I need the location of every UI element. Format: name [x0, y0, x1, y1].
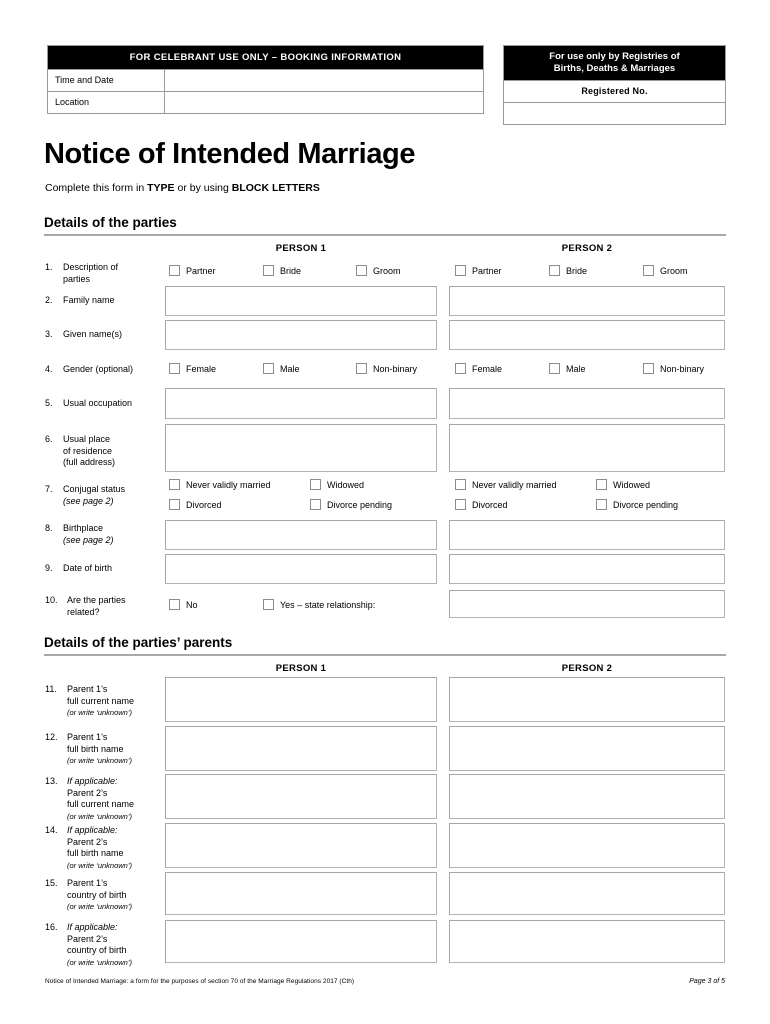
field-given-names-person-1[interactable]	[165, 320, 437, 350]
row-label-7	[45, 484, 165, 507]
field-parent1-birth-name-person-1[interactable]	[165, 726, 437, 771]
field-parent2-current-name-person-2[interactable]	[449, 774, 725, 819]
checkbox-p2-female[interactable]	[455, 363, 502, 375]
checkbox-square[interactable]	[596, 499, 607, 510]
checkbox-square[interactable]	[169, 599, 180, 610]
celebrant-row-location	[48, 91, 483, 113]
checkbox-square[interactable]	[310, 499, 321, 510]
checkbox-square[interactable]	[643, 265, 654, 276]
checkbox-square[interactable]	[455, 265, 466, 276]
checkbox-p1-non-binary[interactable]	[356, 363, 417, 375]
section-heading-parties: Details of the parties	[44, 215, 726, 236]
checkbox-label: Female	[472, 364, 503, 374]
checkbox-label: Never validly married	[472, 480, 557, 490]
field-parent1-current-name-person-1[interactable]	[165, 677, 437, 722]
row-label-text-6-line-3: (full address)	[63, 457, 116, 467]
checkbox-square[interactable]	[263, 265, 274, 276]
row-label-text-14-line-1: Parent 2’s	[67, 836, 108, 847]
checkbox-label: Widowed	[327, 480, 365, 490]
row-number-15: 15.	[45, 878, 58, 888]
row-label-text-9: Date of birth	[63, 563, 113, 573]
checkbox-label: Male	[280, 364, 300, 374]
row-label-text-11-line-2: full current name	[67, 695, 135, 706]
row-number-1: 1.	[45, 262, 53, 272]
field-given-names-person-2[interactable]	[449, 320, 725, 350]
checkbox-label: Widowed	[613, 480, 651, 490]
row-label-text-15-line-1: Parent 1’s	[67, 878, 108, 888]
celebrant-label-location: Location	[48, 92, 165, 113]
row-label-note-first-14: If applicable:	[67, 825, 118, 835]
field-parent2-current-name-person-1[interactable]	[165, 774, 437, 819]
row-label-10	[45, 595, 163, 618]
checkbox-label: Divorced	[472, 500, 508, 510]
checkbox-p2-partner[interactable]	[455, 265, 502, 277]
checkbox-label: Partner	[186, 266, 216, 276]
instruction-block-letters: BLOCK LETTERS	[231, 182, 320, 194]
row-label-text-13-line-2: full current name	[67, 799, 135, 809]
row-label-note-first-13: If applicable:	[67, 776, 118, 786]
row-number-2: 2.	[45, 295, 53, 305]
celebrant-label-time-and-date: Time and Date	[48, 70, 165, 91]
row-label-text-16-line-1: Parent 2’s	[67, 933, 108, 944]
checkbox-label: No	[186, 600, 198, 610]
row-label-note-7: (see page 2)	[63, 495, 114, 506]
row-label-text-6-line-2: of residence	[63, 445, 113, 456]
checkbox-square[interactable]	[549, 265, 560, 276]
field-usual-occupation-person-1[interactable]	[165, 388, 437, 419]
checkbox-label: Groom	[373, 266, 401, 276]
row-label-text-10-line-1: Are the parties	[67, 595, 126, 605]
row-label-13	[45, 776, 163, 822]
field-parent1-country-person-2[interactable]	[449, 872, 725, 915]
checkbox-p1-divorce-pending[interactable]	[310, 499, 392, 511]
row-number-3: 3.	[45, 329, 53, 339]
checkbox-label: Partner	[472, 266, 502, 276]
checkbox-p1-groom[interactable]	[356, 265, 401, 277]
row-label-1	[45, 262, 160, 285]
field-parent1-current-name-person-2[interactable]	[449, 677, 725, 722]
row-label-text-13-line-1: Parent 2’s	[67, 787, 108, 798]
field-usual-occupation-person-2[interactable]	[449, 388, 725, 419]
checkbox-p2-male[interactable]	[549, 363, 586, 375]
checkbox-p1-female[interactable]	[169, 363, 216, 375]
checkbox-square[interactable]	[596, 479, 607, 490]
field-relationship-detail[interactable]	[449, 590, 725, 618]
checkbox-label: Divorced	[186, 500, 222, 510]
registered-no-field[interactable]	[504, 102, 725, 124]
row-label-6	[45, 434, 163, 469]
row-number-5: 5.	[45, 398, 53, 408]
row-label-text-1-line-1: Description of	[63, 262, 119, 272]
checkbox-square[interactable]	[455, 363, 466, 374]
celebrant-field-location[interactable]	[165, 92, 483, 113]
checkbox-label: Yes – state relationship:	[280, 600, 376, 610]
checkbox-square[interactable]	[263, 363, 274, 374]
row-number-6: 6.	[45, 434, 53, 444]
checkbox-square[interactable]	[356, 265, 367, 276]
checkbox-square[interactable]	[310, 479, 321, 490]
celebrant-use-title: FOR CELEBRANT USE ONLY – BOOKING INFORMATION	[48, 46, 483, 69]
row-number-10: 10.	[45, 595, 58, 605]
checkbox-label: Bride	[280, 266, 302, 276]
field-date-of-birth-person-1[interactable]	[165, 554, 437, 584]
row-label-8	[45, 523, 163, 546]
row-label-note-13: (or write ‘unknown’)	[67, 811, 133, 821]
checkbox-p2-divorce-pending[interactable]	[596, 499, 678, 511]
checkbox-p1-never-validly-married[interactable]	[169, 479, 271, 491]
celebrant-use-table	[47, 45, 484, 114]
parties-column-header-person-2: PERSON 2	[561, 243, 613, 254]
checkbox-square[interactable]	[455, 499, 466, 510]
checkbox-square[interactable]	[169, 363, 180, 374]
registry-title-line-1: For use only by Registries of	[549, 51, 680, 62]
checkbox-square[interactable]	[169, 265, 180, 276]
checkbox-square[interactable]	[643, 363, 654, 374]
checkbox-p2-groom[interactable]	[643, 265, 688, 277]
checkbox-p2-bride[interactable]	[549, 265, 587, 277]
row-label-16	[45, 922, 163, 968]
registry-title-line-2: Births, Deaths & Marriages	[553, 63, 676, 74]
field-birthplace-person-1[interactable]	[165, 520, 437, 550]
row-number-13: 13.	[45, 776, 58, 786]
row-label-12	[45, 732, 163, 767]
row-label-note-first-16: If applicable:	[67, 922, 118, 932]
row-label-note-8: (see page 2)	[63, 534, 114, 545]
parents-column-header-person-1: PERSON 1	[275, 663, 327, 674]
field-parent2-country-person-1[interactable]	[165, 920, 437, 963]
row-label-note-11: (or write ‘unknown’)	[67, 708, 133, 717]
checkbox-p1-bride[interactable]	[263, 265, 301, 277]
checkbox-square[interactable]	[263, 599, 274, 610]
checkbox-p2-never-validly-married[interactable]	[455, 479, 557, 491]
row-number-16: 16.	[45, 922, 58, 932]
checkbox-label: Divorce pending	[327, 500, 393, 510]
field-birthplace-person-2[interactable]	[449, 520, 725, 550]
row-label-text-6-line-1: Usual place	[63, 434, 111, 444]
field-usual-residence-person-2[interactable]	[449, 424, 725, 472]
row-label-note-16: (or write ‘unknown’)	[67, 957, 133, 967]
parents-column-header-person-2: PERSON 2	[561, 663, 613, 674]
parties-column-header-person-1: PERSON 1	[275, 243, 327, 254]
row-label-text-11-line-1: Parent 1’s	[67, 684, 108, 694]
checkbox-label: Non-binary	[660, 364, 705, 374]
row-label-15	[45, 878, 163, 913]
checkbox-square[interactable]	[455, 479, 466, 490]
row-label-text-2: Family name	[63, 295, 115, 305]
row-label-note-14: (or write ‘unknown’)	[67, 860, 133, 870]
field-parent2-birth-name-person-1[interactable]	[165, 823, 437, 868]
checkbox-label: Groom	[660, 266, 688, 276]
checkbox-p2-divorced[interactable]	[455, 499, 508, 511]
registry-use-table	[503, 45, 726, 125]
instruction-mid: or by using	[174, 182, 232, 194]
checkbox-label: Female	[186, 364, 217, 374]
form-instruction	[45, 182, 320, 194]
registered-no-label: Registered No.	[504, 80, 725, 102]
field-date-of-birth-person-2[interactable]	[449, 554, 725, 584]
row-number-11: 11.	[45, 684, 57, 694]
row-label-4	[45, 364, 163, 376]
row-label-3	[45, 329, 160, 341]
checkbox-p1-divorced[interactable]	[169, 499, 222, 511]
footer-legal-text: Notice of Intended Marriage: a form for the purposes of section 70 of the Marriage Regulations 2017 (Cth)	[45, 978, 355, 985]
row-number-14: 14.	[45, 825, 58, 835]
header-tables	[47, 45, 726, 120]
row-number-8: 8.	[45, 523, 53, 533]
row-label-9	[45, 563, 163, 575]
row-label-5	[45, 398, 163, 410]
row-label-text-8: Birthplace	[63, 523, 104, 533]
field-usual-residence-person-1[interactable]	[165, 424, 437, 472]
celebrant-row-time-and-date	[48, 69, 483, 91]
checkbox-p2-non-binary[interactable]	[643, 363, 704, 375]
row-label-text-4: Gender (optional)	[63, 364, 134, 374]
row-label-text-7: Conjugal status	[63, 484, 126, 494]
field-family-name-person-2[interactable]	[449, 286, 725, 316]
checkbox-square[interactable]	[169, 479, 180, 490]
registry-use-title	[504, 46, 725, 80]
row-label-text-14-line-2: full birth name	[67, 848, 124, 858]
checkbox-p1-partner[interactable]	[169, 265, 216, 277]
row-label-text-1-line-2: parties	[63, 273, 91, 284]
checkbox-p1-widowed[interactable]	[310, 479, 364, 491]
row-label-14	[45, 825, 163, 871]
checkbox-label: Never validly married	[186, 480, 271, 490]
checkbox-label: Divorce pending	[613, 500, 679, 510]
page-title: Notice of Intended Marriage	[44, 138, 416, 170]
row-number-4: 4.	[45, 364, 53, 374]
checkbox-square[interactable]	[356, 363, 367, 374]
row-label-text-16-line-2: country of birth	[67, 945, 127, 955]
row-number-7: 7.	[45, 484, 53, 494]
row-label-11	[45, 684, 163, 719]
checkbox-p1-male[interactable]	[263, 363, 300, 375]
row-label-text-10-line-2: related?	[67, 606, 100, 617]
checkbox-label: Male	[566, 364, 586, 374]
checkbox-square[interactable]	[169, 499, 180, 510]
row-label-2	[45, 295, 160, 307]
checkbox-label: Non-binary	[373, 364, 418, 374]
instruction-pre: Complete this form in	[45, 182, 148, 194]
field-parent2-country-person-2[interactable]	[449, 920, 725, 963]
field-parent2-birth-name-person-2[interactable]	[449, 823, 725, 868]
field-parent1-birth-name-person-2[interactable]	[449, 726, 725, 771]
row-label-text-12-line-2: full birth name	[67, 743, 124, 754]
field-parent1-country-person-1[interactable]	[165, 872, 437, 915]
checkbox-square[interactable]	[549, 363, 560, 374]
row-label-text-12-line-1: Parent 1’s	[67, 732, 108, 742]
footer-page-number: Page 3 of 5	[689, 978, 725, 985]
field-family-name-person-1[interactable]	[165, 286, 437, 316]
section-heading-parents: Details of the parties’ parents	[44, 635, 726, 656]
checkbox-p2-widowed[interactable]	[596, 479, 650, 491]
instruction-type: TYPE	[147, 182, 175, 194]
row-label-text-5: Usual occupation	[63, 398, 133, 408]
checkbox-related-yes[interactable]	[263, 599, 375, 611]
row-label-note-15: (or write ‘unknown’)	[67, 902, 133, 911]
checkbox-label: Bride	[566, 266, 588, 276]
row-label-text-3: Given name(s)	[63, 329, 123, 339]
row-label-note-12: (or write ‘unknown’)	[67, 756, 133, 765]
row-number-9: 9.	[45, 563, 53, 573]
row-number-12: 12.	[45, 732, 58, 742]
celebrant-field-time-and-date[interactable]	[165, 70, 483, 91]
checkbox-related-no[interactable]	[169, 599, 198, 611]
row-label-text-15-line-2: country of birth	[67, 889, 127, 900]
